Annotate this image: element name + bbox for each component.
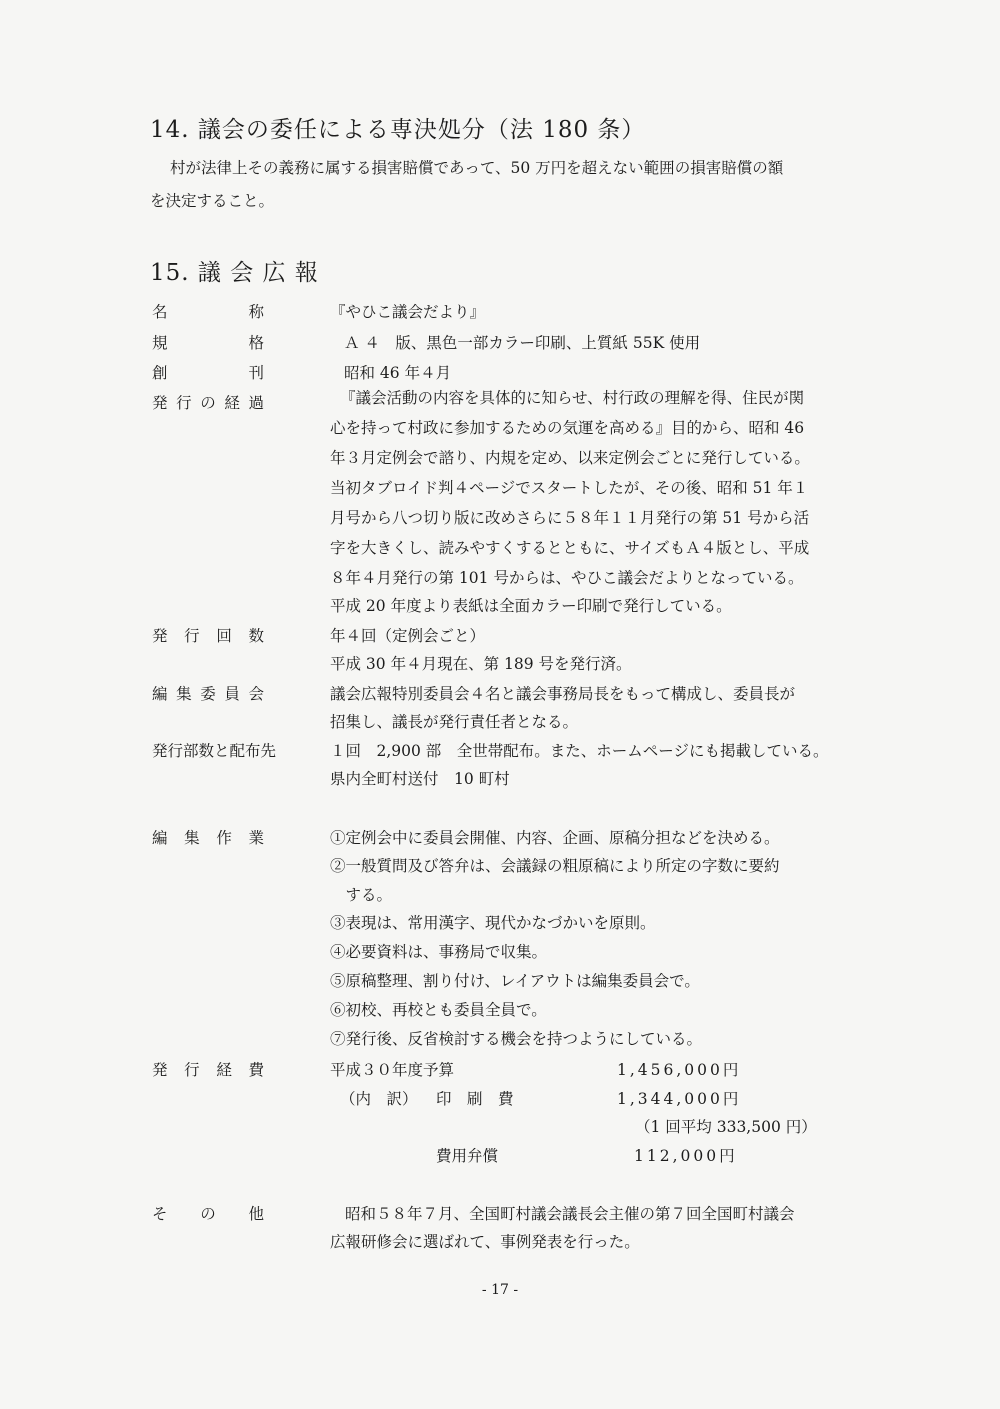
label-char: 員 [224, 685, 240, 703]
label-char: 数 [248, 627, 264, 645]
history-line-6: 字を大きくし、読みやすくするとともに、サイズもＡ４版とし、平成 [330, 539, 810, 557]
label-char: 発 [152, 1061, 168, 1079]
label-char: 創 [152, 364, 168, 382]
label-char: 称 [248, 303, 264, 321]
label-char: 刊 [248, 364, 264, 382]
label-char: 集 [176, 685, 192, 703]
label-char: 過 [248, 394, 264, 412]
label-char: 規 [152, 334, 168, 352]
editing-line-7: ⑥初校、再校とも委員全員で。 [330, 1001, 547, 1019]
compensation-label: 費用弁償 [436, 1147, 499, 1165]
label-char: 経 [216, 1061, 232, 1079]
row-value-founded: 昭和 46 年４月 [344, 364, 452, 382]
history-line-5: 月号から八つ切り版に改めさらに５８年１１月発行の第 51 号から活 [330, 509, 810, 527]
row-label-founded [152, 361, 264, 383]
label-char: 名 [152, 303, 168, 321]
label-char: 委 [200, 685, 216, 703]
editing-line-1: ①定例会中に委員会開催、内容、企画、原稿分担などを決める。 [330, 829, 780, 847]
row-value-format: Ａ ４ 版、黒色一部カラー印刷、上質紙 55K 使用 [344, 334, 701, 352]
committee-line-1: 議会広報特別委員会４名と議会事務局長をもって構成し、委員長が [330, 685, 796, 703]
history-line-4: 当初タブロイド判４ページでスタートしたが、その後、昭和 51 年１ [330, 479, 809, 497]
history-line-3: 年３月定例会で諮り、内規を定め、以来定例会ごとに発行している。 [330, 449, 810, 467]
row-label-frequency [152, 624, 264, 646]
label-char: 行 [176, 394, 192, 412]
section-14-body-line-2: を決定すること。 [150, 192, 275, 210]
label-char: 行 [184, 627, 200, 645]
section-14-body-line-1: 村が法律上その義務に属する損害賠償であって、50 万円を超えない範囲の損害賠償の額 [170, 159, 784, 177]
history-line-7: ８年４月発行の第 101 号からは、やひこ議会だよりとなっている。 [330, 569, 804, 587]
label-char: 集 [184, 829, 200, 847]
editing-line-6: ⑤原稿整理、割り付け、レイアウトは編集委員会で。 [330, 972, 700, 990]
label-char: 編 [152, 685, 168, 703]
label-char: の [200, 1205, 216, 1223]
label-char: 経 [224, 394, 240, 412]
label-char: 業 [248, 829, 264, 847]
row-value-name: 『やひこ議会だより』 [330, 303, 486, 321]
label-char: の [200, 394, 216, 412]
breakdown-label: （内 訳） [340, 1090, 418, 1108]
row-label-format [152, 331, 264, 353]
page-number: - 17 - [481, 1282, 519, 1298]
budget-amount: 1,456,000円 [617, 1061, 742, 1079]
row-label-editing [152, 826, 264, 848]
label-char: 発 [152, 394, 168, 412]
label-char: 発 [152, 627, 168, 645]
committee-line-2: 招集し、議長が発行責任者となる。 [330, 713, 579, 731]
label-char: 作 [216, 829, 232, 847]
row-label-other [152, 1202, 264, 1224]
frequency-line-1: 年４回（定例会ごと） [330, 627, 486, 645]
row-label-name [152, 300, 264, 322]
compensation-amount: 112,000円 [634, 1147, 738, 1165]
editing-line-4: ③表現は、常用漢字、現代かなづかいを原則。 [330, 914, 656, 932]
label-char: 行 [184, 1061, 200, 1079]
history-line-8: 平成 20 年度より表紙は全面カラー印刷で発行している。 [330, 597, 732, 615]
label-char: 回 [216, 627, 232, 645]
label-char: そ [152, 1205, 168, 1223]
editing-line-5: ④必要資料は、事務局で収集。 [330, 943, 548, 961]
print-cost-note: （1 回平均 333,500 円） [635, 1118, 817, 1136]
section-15-title: 15. 議 会 広 報 [150, 260, 319, 286]
row-label-cost [152, 1058, 264, 1080]
other-line-2: 広報研修会に選ばれて、事例発表を行った。 [330, 1233, 640, 1251]
row-label-distribution: 発行部数と配布先 [152, 742, 277, 760]
row-label-committee [152, 682, 264, 704]
other-line-1: 昭和５８年７月、全国町村議会議長会主催の第７回全国町村議会 [345, 1205, 795, 1223]
history-line-2: 心を持って村政に参加するための気運を高める』目的から、昭和 46 [330, 419, 805, 437]
editing-line-3: する。 [330, 886, 393, 904]
editing-line-8: ⑦発行後、反省検討する機会を持つようにしている。 [330, 1030, 703, 1048]
editing-line-2: ②一般質問及び答弁は、会議録の粗原稿により所定の字数に要約 [330, 857, 780, 875]
section-14-title: 14. 議会の委任による専決処分（法 180 条） [150, 117, 646, 143]
distribution-line-2: 県内全町村送付 10 町村 [330, 770, 510, 788]
budget-label: 平成３０年度予算 [330, 1061, 455, 1079]
label-char: 会 [248, 685, 264, 703]
distribution-line-1: １回 2,900 部 全世帯配布。また、ホームページにも掲載している。 [330, 742, 829, 760]
label-char: 編 [152, 829, 168, 847]
history-line-1: 『議会活動の内容を具体的に知らせ、村行政の理解を得、住民が関 [340, 389, 805, 407]
row-label-history [152, 391, 264, 413]
label-char: 費 [248, 1061, 264, 1079]
label-char: 格 [248, 334, 264, 352]
label-char: 他 [248, 1205, 264, 1223]
frequency-line-2: 平成 30 年４月現在、第 189 号を発行済。 [330, 655, 632, 673]
print-cost-label: 印 刷 費 [436, 1090, 514, 1108]
print-cost-amount: 1,344,000円 [617, 1090, 742, 1108]
